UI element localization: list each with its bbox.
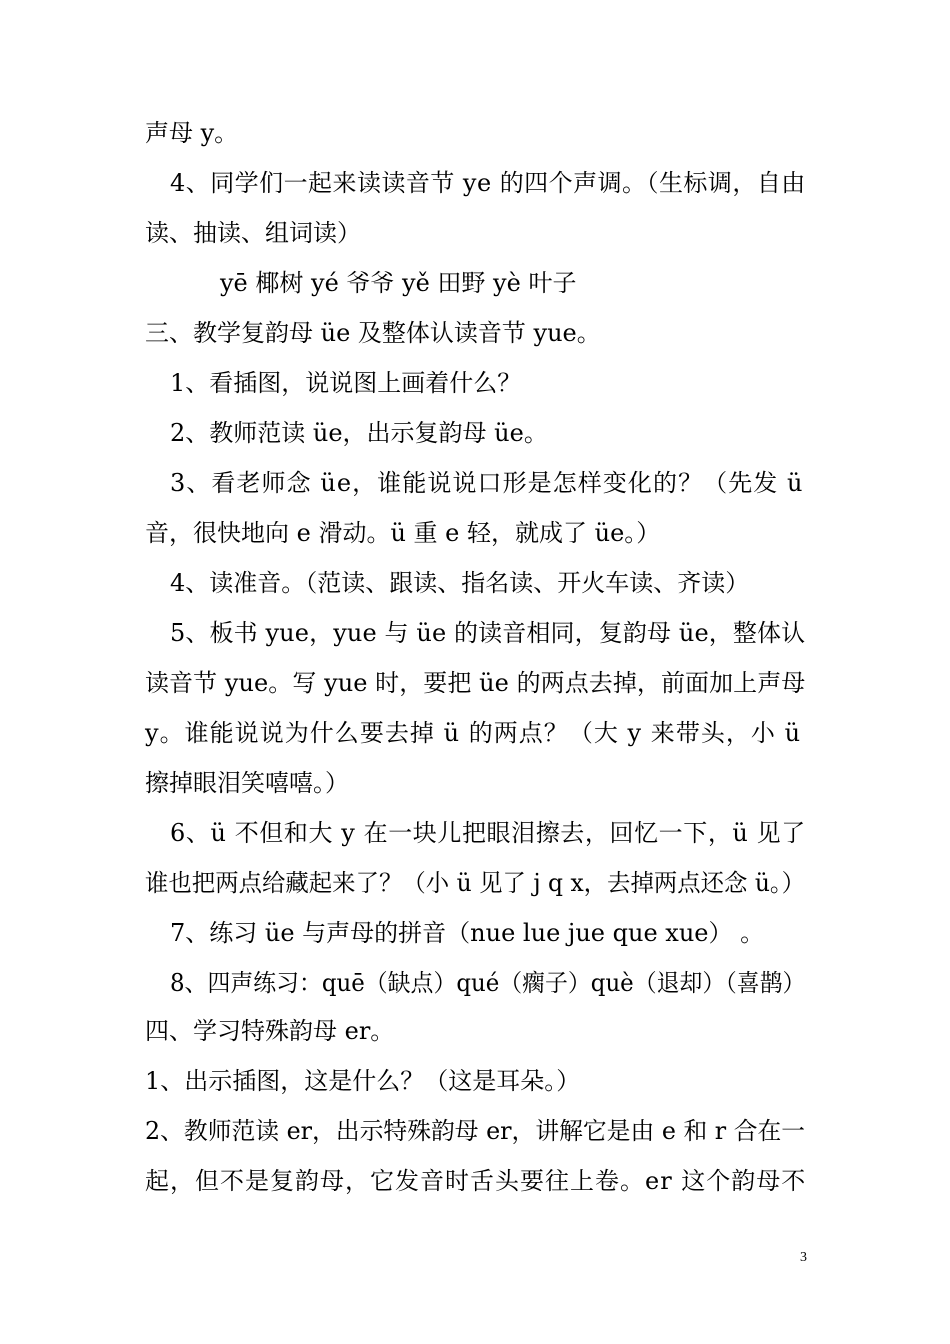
text-line-2: 4、同学们一起来读读音节 ye 的四个声调。（生标调，自由	[170, 169, 806, 197]
text-line-18: 8、四声练习：quē（缺点）qué（瘸子）què（退却）（喜鹊）	[170, 969, 806, 997]
text-line-10: 4、读准音。（范读、跟读、指名读、开火车读、齐读）	[170, 569, 750, 597]
text-line-15: 6、ü 不但和大 y 在一块儿把眼泪擦去，回忆一下，ü 见了	[170, 819, 806, 847]
text-line-6: 1、看插图，说说图上画着什么？	[170, 369, 522, 397]
text-line-20: 1、出示插图，这是什么？（这是耳朵。）	[145, 1067, 581, 1095]
text-line-21: 2、教师范读 er，出示特殊韵母 er，讲解它是由 e 和 r 合在一	[145, 1117, 806, 1145]
text-line-16: 谁也把两点给藏起来了？（小 ü 见了 j q x，去掉两点还念 ü。）	[145, 869, 806, 897]
text-line-14: 擦掉眼泪笑嘻嘻。）	[145, 769, 349, 797]
text-line-8: 3、看老师念 üe，谁能说说口形是怎样变化的？（先发 ü	[170, 469, 804, 497]
text-line-17: 7、练习 üe 与声母的拼音（nue lue jue que xue） 。	[170, 919, 765, 947]
text-line-3: 读、抽读、组词读）	[145, 219, 361, 247]
text-line-12: 读音节 yue。写 yue 时，要把 üe 的两点去掉，前面加上声母	[145, 669, 806, 697]
pinyin-words-row: yē 椰树 yé 爷爷 yě 田野 yè 叶子	[220, 269, 577, 297]
text-line-9: 音，很快地向 e 滑动。ü 重 e 轻，就成了 üe。）	[145, 519, 661, 547]
section-heading-4: 四、学习特殊韵母 er。	[145, 1017, 395, 1045]
text-line-22: 起，但不是复韵母，它发音时舌头要往上卷。er 这个韵母不	[145, 1167, 807, 1195]
section-heading-3: 三、教学复韵母 üe 及整体认读音节 yue。	[145, 319, 601, 347]
text-line-7: 2、教师范读 üe，出示复韵母 üe。	[170, 419, 548, 447]
text-line-11: 5、板书 yue，yue 与 üe 的读音相同，复韵母 üe，整体认	[170, 619, 806, 647]
text-line-1: 声母 y。	[145, 119, 239, 147]
text-line-13: y。谁能说说为什么要去掉 ü 的两点？（大 y 来带头，小 ü	[145, 719, 802, 747]
page-number: 3	[800, 1250, 807, 1265]
